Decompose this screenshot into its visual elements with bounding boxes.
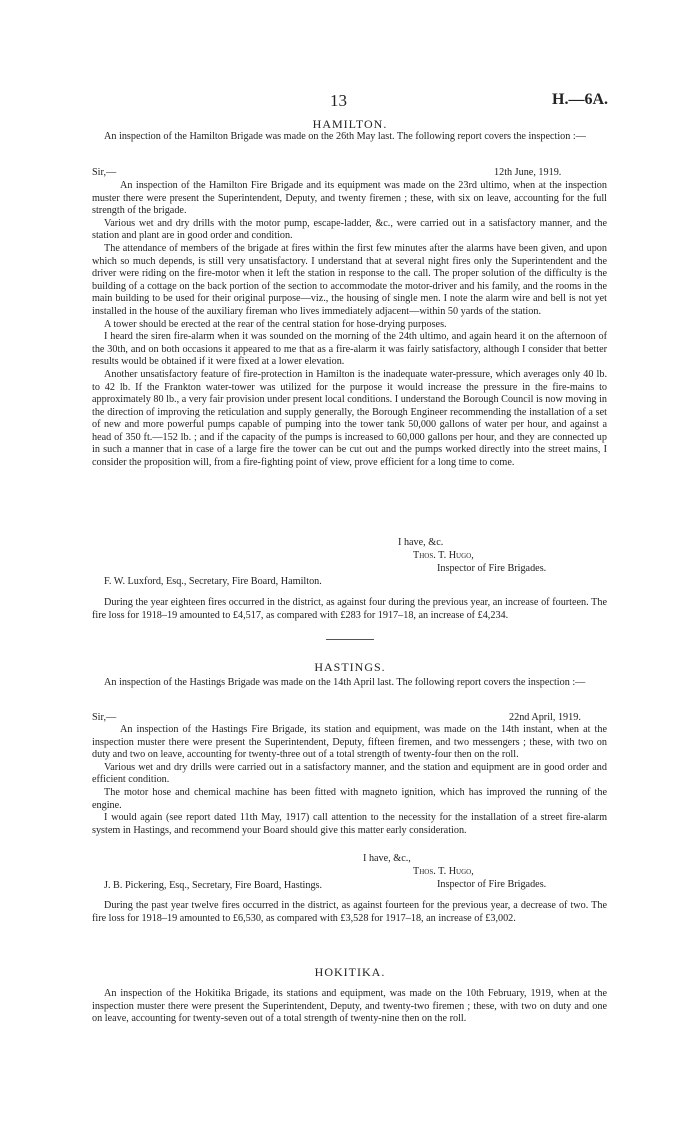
hamilton-signature: Thos. T. Hugo, [413, 550, 474, 561]
report-reference: H.—6A. [552, 91, 608, 108]
hamilton-closing: I have, &c. [398, 537, 444, 548]
hastings-addressee: J. B. Pickering, Esq., Secretary, Fire Board, Hastings. [104, 880, 323, 891]
section-title-hamilton: HAMILTON. [312, 117, 388, 131]
hamilton-summary: During the year eighteen fires occurred in the district, as against four during the previous year, an increase of fourteen. The fire loss for 1918–19 amounted to £4,517, as compared with £283 for 1917–18, an increase of £4,234. [92, 597, 607, 621]
section-title-hastings: HASTINGS. [314, 660, 386, 674]
hokitika-intro: An inspection of the Hokitika Brigade, its stations and equipment, was made on the 10th February, 1919, when at the inspection muster there were present the Superintendent, Deputy, and twenty-two firemen ; these, with two on duty and one on leave, accounting for twenty-seven out of a total strength of twenty-nine then on the roll. [92, 988, 607, 1025]
hamilton-paragraph: I heard the siren fire-alarm when it was sounded on the morning of the 24th ultimo, and again heard it on the afternoon of the 30th, and on both occasions it appeared to me that as a fire-alarm it was fairly satisfactory, although I consider that better results would be obtained if it were fixed at a lower elevation. [92, 331, 607, 368]
hastings-signature-title: Inspector of Fire Brigades. [437, 879, 547, 890]
section-divider [326, 639, 374, 640]
hastings-paragraph: The motor hose and chemical machine has been fitted with magneto ignition, which has improved the running of the engine. [92, 786, 607, 811]
hastings-signature: Thos. T. Hugo, [413, 866, 474, 877]
hastings-letter-date: 22nd April, 1919. [509, 712, 581, 723]
hamilton-paragraph: Various wet and dry drills with the motor pump, escape-ladder, &c., were carried out in a satisfactory manner, and the station and plant are in good order and condition. [92, 217, 607, 242]
hastings-closing: I have, &c., [363, 853, 411, 864]
hamilton-intro: An inspection of the Hamilton Brigade was made on the 26th May last. The following report covers the inspection :— [104, 131, 586, 142]
hamilton-letter-body [92, 180, 607, 470]
hamilton-salutation: Sir,— [92, 167, 117, 178]
hastings-paragraph: An inspection of the Hastings Fire Brigade, its station and equipment, was made on the 14th instant, when at the inspection muster there were present the Superintendent, Deputy, fifteen firemen, and two messengers ; these, with two on duty and two on leave, accounting for twenty-three out of a total strength of twenty-four then on the roll. [92, 724, 607, 761]
hastings-paragraph: I would again (see report dated 11th May, 1917) call attention to the necessity for the installation of a street fire-alarm system in Hastings, and recommend your Board should give this matter early consideration. [92, 812, 607, 836]
hastings-letter-body [92, 724, 607, 837]
hastings-summary: During the past year twelve fires occurred in the district, as against fourteen for the previous year, a decrease of two. The fire loss for 1918–19 amounted to £6,530, as compared with £3,528 for 1917–18, an increase of £3,002. [92, 900, 607, 924]
hamilton-addressee: F. W. Luxford, Esq., Secretary, Fire Board, Hamilton. [104, 576, 322, 587]
hastings-paragraph: Various wet and dry drills were carried out in a satisfactory manner, and the station and equipment are in good order and efficient condition. [92, 761, 607, 786]
hamilton-paragraph: Another unsatisfactory feature of fire-protection in Hamilton is the inadequate water-pressure, which averages only 40 lb. to 42 lb. If the Frankton water-tower was utilized for the purpose it would increase the pressure in the fire-mains to approximately 80 lb., a very fair provision under present local conditions. I understand the Borough Council is now moving in the direction of improving the reticulation and supply generally, the Borough Engineer recommending the installation of a set of new and more powerful pumps capable of pumping into the tower tank 50,000 gallons of water per hour, and against a head of 350 ft.—152 lb. ; and if the capacity of the pumps is increased to 60,000 gallons per hour, and they are connected up in such a manner that in case of a large fire the tower can be cut out and the pumps worked directly into the street mains, I consider the proposition will, from a fire-fighting point of view, prove efficient for a long time to come. [92, 368, 607, 469]
hamilton-signature-title: Inspector of Fire Brigades. [437, 563, 547, 574]
page-number: 13 [330, 91, 347, 110]
section-title-hokitika: HOKITIKA. [314, 965, 386, 979]
hamilton-paragraph: The attendance of members of the brigade at fires within the first few minutes after the alarms have been given, and upon which so much depends, is still very unsatisfactory. I understand that at several night fires only the Superintendent and the driver were riding on the fire-motor when it left the station in response to the call. The proper solution of the difficulty is the building of a cottage on the back portion of the section to accommodate the motor-driver and his family, and the rooms in the main building to be used for their original purpose—viz., the housing of single men. I note the alarm wire and bell is not yet installed in the house of the auxiliary fireman who lives immediately adjacent—within 50 yards of the station. [92, 242, 607, 317]
hastings-salutation: Sir,— [92, 712, 117, 723]
hamilton-paragraph: An inspection of the Hamilton Fire Brigade and its equipment was made on the 23rd ultimo, when at the inspection muster there were present the Superintendent, Deputy, and twenty firemen ; these, with six on leave, accounting for the full strength of the brigade. [92, 180, 607, 217]
hastings-intro: An inspection of the Hastings Brigade was made on the 14th April last. The following report covers the inspection :— [104, 677, 586, 688]
hamilton-paragraph: A tower should be erected at the rear of the central station for hose-drying purposes. [104, 318, 447, 330]
hamilton-letter-date: 12th June, 1919. [494, 167, 562, 178]
